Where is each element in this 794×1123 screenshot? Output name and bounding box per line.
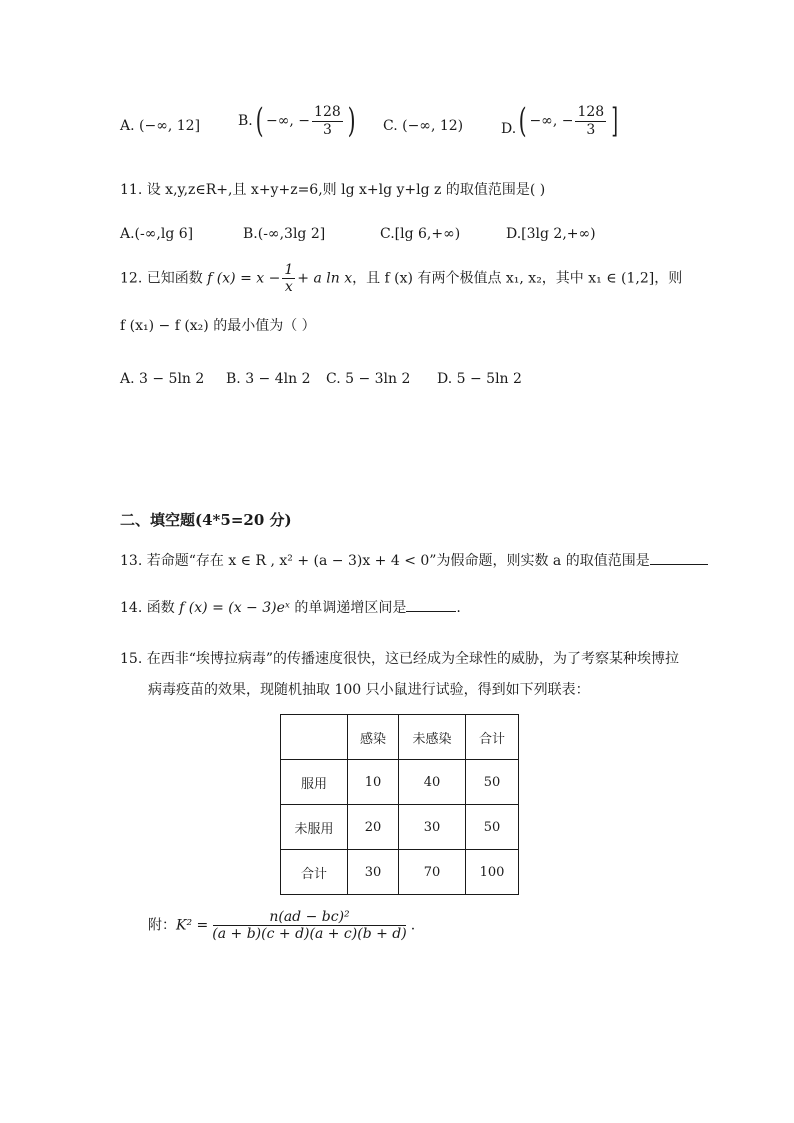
q12-line2: f (x₁) − f (x₂) 的最小值为（ ） [120,318,316,334]
q12-frac-den: x [284,279,293,296]
q10-option-a: A. (−∞, 12] [120,118,201,134]
table-header-cell [281,715,348,760]
table-header-row [281,715,519,760]
q11-text: 设 x,y,z∈R+,且 x+y+z=6,则 lg x+lg y+lg z 的取值范围是( ) [146,182,546,198]
open-paren: ( [255,101,264,141]
q10-b-den: 3 [322,121,332,138]
table-header-cell: 未感染 [399,715,466,760]
appendix-label: 附： [148,917,176,934]
table-cell: 40 [399,760,466,805]
q11-number: 11. [120,182,143,198]
q10-option-d [501,101,621,141]
open-paren: ( [518,101,527,141]
q12-option-a: A. 3 − 5ln 2 [120,371,205,387]
q12-formula-right: + a ln x [297,270,353,287]
table-cell: 50 [466,805,519,850]
q14-post: 的单调递增区间是 [294,600,407,616]
q12-pre: 已知函数 [146,270,203,287]
q11-option-a: A.(-∞,lg 6] [120,226,194,242]
table-header-cell: 感染 [348,715,399,760]
q11-option-b: B.(-∞,3lg 2] [243,226,326,242]
table-cell: 30 [348,850,399,895]
table-cell: 70 [399,850,466,895]
q10-option-b [238,101,358,141]
q15-line2: 病毒疫苗的效果，现随机抽取 100 只小鼠进行试验，得到如下列联表： [148,682,590,698]
q12-question [120,262,682,295]
q10-option-c: C. (−∞, 12) [383,118,464,134]
table-cell: 服用 [281,760,348,805]
appendix-formula [148,909,415,942]
q14-formula: f (x) = (x − 3)eˣ [179,600,290,616]
q14-pre: 14. 函数 [120,600,175,616]
q14-answer-blank[interactable] [406,599,456,612]
q11-option-c: C.[lg 6,+∞) [380,226,461,242]
q10-option-b-label: B. [238,113,253,129]
q12-formula-left: f (x) = x − [207,270,281,287]
table-cell: 100 [466,850,519,895]
close-bracket: ] [611,101,619,141]
table-row [281,760,519,805]
table-row [281,805,519,850]
table-cell: 50 [466,760,519,805]
q14-period: . [456,600,461,616]
q14-question [120,597,461,617]
q13-question [120,550,708,570]
table-cell: 合计 [281,850,348,895]
contingency-table [280,714,519,895]
appendix-lhs: K² = [176,917,209,934]
appendix-fraction [210,909,408,942]
close-paren: ) [347,101,356,141]
table-header-cell: 合计 [466,715,519,760]
q12-option-d: D. 5 − 5ln 2 [437,371,522,387]
q10-option-d-fraction [575,104,606,137]
q10-option-d-left: −∞, − [529,113,574,129]
q10-option-b-fraction [312,104,343,137]
q12-mid: ，且 f (x) 有两个极值点 x₁, x₂，其中 x₁ ∈ (1,2]，则 [352,270,683,287]
q12-fraction [282,262,295,295]
q10-option-b-left: −∞, − [266,113,311,129]
q13-answer-blank[interactable] [650,552,708,565]
appendix-den: (a + b)(c + d)(a + c)(b + d) [212,926,407,943]
table-cell: 10 [348,760,399,805]
q10-d-num: 128 [577,104,605,121]
table-cell: 30 [399,805,466,850]
table-cell: 20 [348,805,399,850]
q11-option-d: D.[3lg 2,+∞) [506,226,596,242]
table-cell: 未服用 [281,805,348,850]
appendix-num: n(ad − bc)² [213,909,405,926]
q12-frac-num: 1 [284,262,294,278]
q10-b-num: 128 [314,104,341,121]
appendix-end: . [410,917,416,934]
q12-option-b: B. 3 − 4ln 2 [226,371,311,387]
q10-option-d-label: D. [501,121,517,137]
q13-text: 13. 若命题“存在 x ∈ R , x² + (a − 3)x + 4 < 0”为假命题，则实数 a 的取值范围是 [120,553,650,569]
table-row [281,850,519,895]
q11-question [120,179,545,199]
q15-line1: 15. 在西非“埃博拉病毒”的传播速度很快，这已经成为全球性的威胁，为了考察某种埃博拉 [120,651,680,667]
q10-d-den: 3 [586,121,596,138]
q12-option-c: C. 5 − 3ln 2 [326,371,411,387]
section-title: 二、填空题(4*5=20 分) [120,511,292,529]
q12-number: 12. [120,270,143,287]
